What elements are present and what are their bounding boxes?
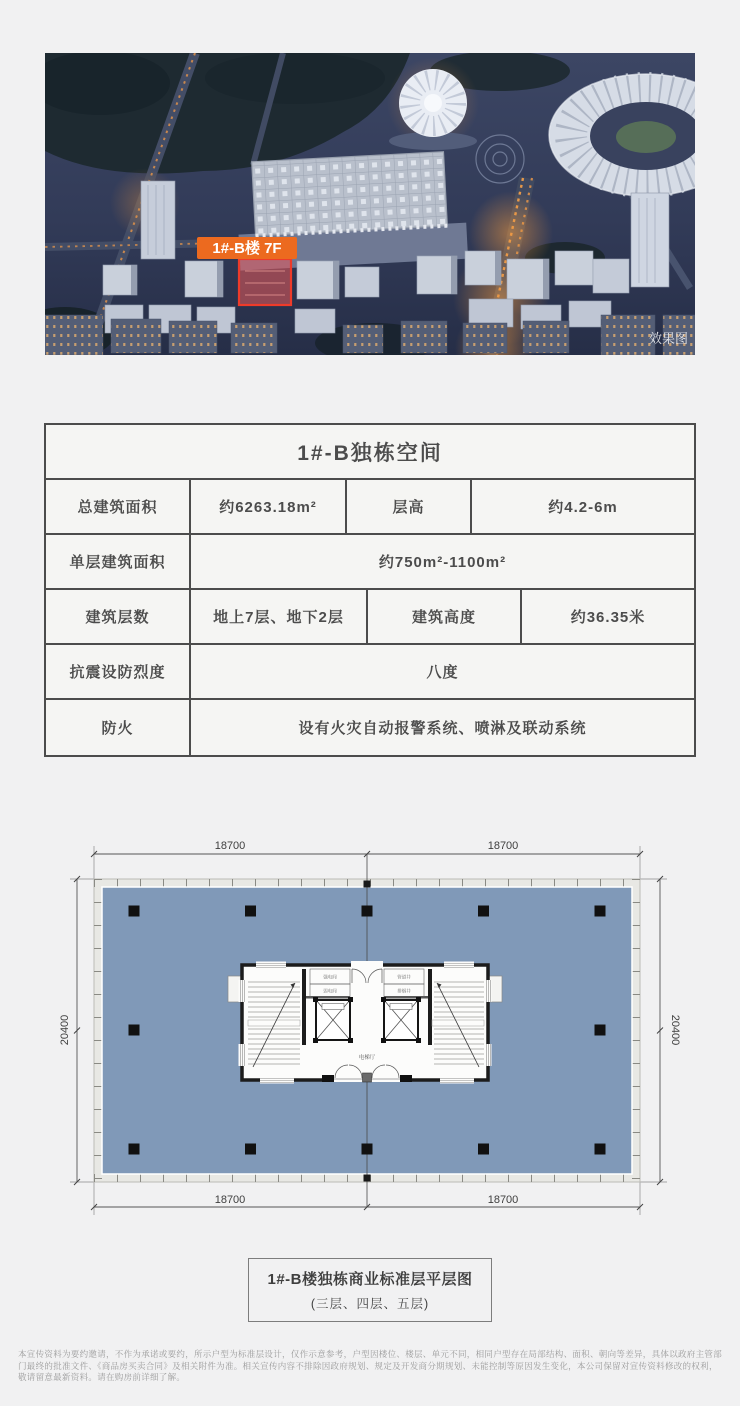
building-badge <box>197 237 297 259</box>
disclaimer-text: 本宣传资料为要约邀请，不作为承诺或要约，所示户型为标准层设计，仅作示意参考，户型因楼位、楼层、单元不同，相同户型存在局部结构、面积、朝向等差异，具体以政府主管部门最终的批准文件、《商品房买卖合同》及相关附件为准。相关宣传内容不排除因政府规划、规定及开发商分期规划、未能控制等原因发生变化，本公司保留对宣传资料修改的权利，敬请留意最新资料。请在购房前详细了解。 <box>18 1349 723 1382</box>
dim-left: 20400 <box>60 1014 71 1046</box>
spec-table-title: 1#-B独栋空间 <box>46 425 694 480</box>
highlight-building <box>239 259 291 305</box>
floor-plan-figure <box>60 830 680 1230</box>
dim-bottom-right: 18700 <box>487 1194 519 1206</box>
lobby-label: 电梯厅 <box>358 1055 376 1061</box>
spec-label-building-height: 建筑高度 <box>368 590 522 643</box>
spec-label-fireproof: 防火 <box>46 700 191 755</box>
spec-label-floor-count: 建筑层数 <box>46 590 191 643</box>
room-label: 弱电间 <box>323 988 337 994</box>
spec-value-seismic: 八度 <box>426 664 459 681</box>
building-badge-label: 1#-B楼 7F <box>212 240 282 257</box>
dim-bottom-left: 18700 <box>214 1194 246 1206</box>
spec-label-total-area: 总建筑面积 <box>46 480 191 533</box>
spec-value-single-floor-area: 约750m²-1100m² <box>378 554 507 571</box>
floor-plan-svg <box>60 830 680 1230</box>
rendering-watermark: 效果图 <box>648 331 688 346</box>
round-pavilion <box>387 57 479 150</box>
dim-top-left: 18700 <box>214 840 246 852</box>
dim-right: 20400 <box>669 1014 680 1046</box>
spec-label-floor-height: 层高 <box>347 480 472 533</box>
spec-table <box>44 423 696 757</box>
floor-plan-caption-title: 1#-B楼独栋商业标准层平层图 <box>267 1271 473 1288</box>
spec-value-total-area: 约6263.18m² <box>191 480 347 533</box>
table-row <box>46 590 694 645</box>
room-label: 排烟井 <box>397 988 411 994</box>
spec-value-floor-count: 地上7层、地下2层 <box>191 590 368 643</box>
room-label: 强电间 <box>323 974 337 980</box>
table-row <box>46 645 694 700</box>
spec-value-fireproof: 设有火灾自动报警系统、喷淋及联动系统 <box>298 720 587 737</box>
table-row <box>46 480 694 535</box>
floor-plan-caption-sub: (三层、四层、五层) <box>310 1297 430 1311</box>
aerial-rendering-svg <box>45 53 695 355</box>
rendering-image <box>45 53 695 355</box>
spec-value-building-height: 约36.35米 <box>570 609 646 626</box>
spec-value-floor-height: 约4.2-6m <box>548 499 618 516</box>
table-row <box>46 535 694 590</box>
dim-top-right: 18700 <box>487 840 519 852</box>
spec-label-seismic: 抗震设防烈度 <box>46 645 191 698</box>
floor-plan-caption <box>248 1258 492 1322</box>
spec-label-single-floor-area: 单层建筑面积 <box>46 535 191 588</box>
room-label: 管道井 <box>397 974 411 980</box>
table-row <box>46 700 694 755</box>
building-core <box>228 961 502 1084</box>
